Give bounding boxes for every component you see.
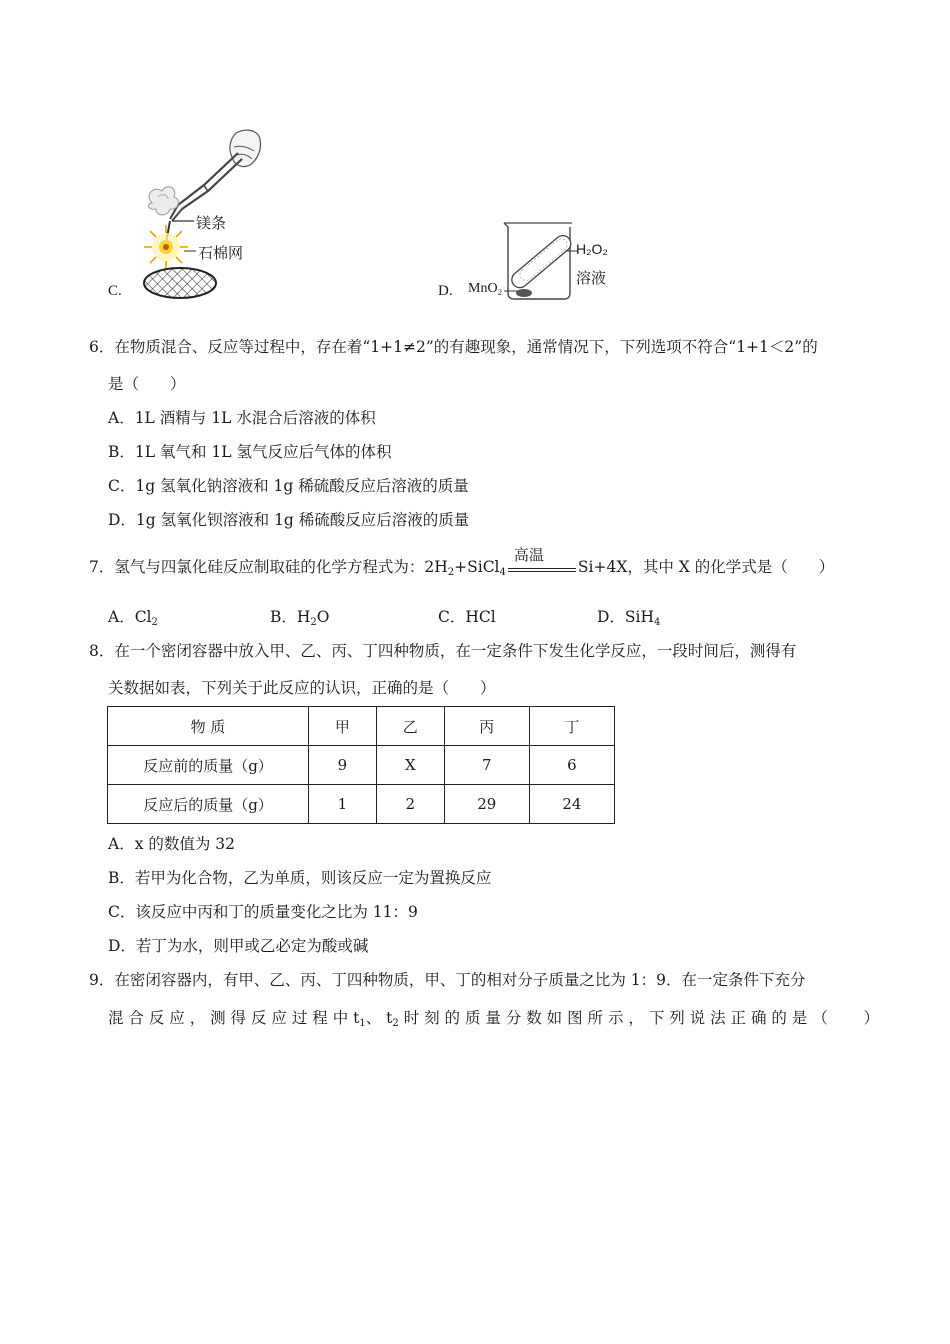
- q9-line2-a: 混 合 反 应 ， 测 得 反 应 过 程 中 t: [108, 1009, 360, 1027]
- mno2-label: MnO₂: [468, 281, 503, 296]
- table-row: [108, 746, 615, 785]
- question-7-option-d: [597, 605, 660, 627]
- mass-data-table: [107, 706, 615, 824]
- q7-mid: +SiCl: [454, 558, 500, 576]
- q7-opt-d-sub: 4: [654, 617, 661, 628]
- question-6-option-d: D．1g 氢氧化钡溶液和 1g 稀硫酸反应后溶液的质量: [108, 511, 470, 529]
- figure-option-c: [108, 125, 278, 305]
- question-6-option-b: B．1L 氧气和 1L 氢气反应后气体的体积: [108, 443, 392, 461]
- question-7-option-b: [270, 605, 330, 627]
- option-d-letter: D.: [438, 283, 453, 299]
- reaction-condition-arrow: [508, 546, 576, 578]
- solution-label: 溶液: [576, 269, 607, 287]
- table-header-cell: 丙: [444, 707, 529, 746]
- question-8-option-a: A．x 的数值为 32: [108, 835, 236, 853]
- table-header-cell: 乙: [376, 707, 444, 746]
- table-cell: 1: [309, 785, 377, 824]
- q7-sub-h: 2: [447, 567, 455, 578]
- question-7-stem: [89, 546, 835, 578]
- magnesium-burning-illustration: [108, 125, 278, 305]
- table-header-cell: 丁: [529, 707, 614, 746]
- q7-opt-a-sub: 2: [151, 617, 158, 628]
- table-cell: 6: [529, 746, 614, 785]
- table-cell: 7: [444, 746, 529, 785]
- table-row: [108, 785, 615, 824]
- table-cell: 24: [529, 785, 614, 824]
- q7-opt-b-tail: O: [316, 608, 330, 626]
- question-7-option-a: [108, 605, 158, 627]
- question-6-line-2: 是（ ）: [108, 375, 186, 393]
- question-8-line-2: 关数据如表，下列关于此反应的认识，正确的是（ ）: [108, 679, 496, 697]
- q7-prefix: 7．氢气与四氯化硅反应制取硅的化学方程式为：2H: [89, 558, 448, 576]
- question-7-option-c: C．HCl: [438, 608, 496, 626]
- option-c-letter: C.: [108, 283, 122, 299]
- q7-opt-d-text: D．SiH: [597, 608, 655, 626]
- reaction-condition: 高温: [513, 546, 544, 564]
- question-6-option-c: C．1g 氢氧化钠溶液和 1g 稀硫酸反应后溶液的质量: [108, 477, 469, 495]
- question-8-option-d: D．若丁为水，则甲或乙必定为酸或碱: [108, 937, 369, 955]
- q7-suffix: Si+4X，其中 X 的化学式是（ ）: [577, 558, 835, 576]
- question-6-option-a: A．1L 酒精与 1L 水混合后溶液的体积: [108, 409, 376, 427]
- question-8-option-c: C．该反应中丙和丁的质量变化之比为 11：9: [108, 903, 418, 921]
- q7-opt-b-text: B．H: [270, 608, 311, 626]
- question-6-line-1: 6．在物质混合、反应等过程中，存在着“1+1≠2”的有趣现象，通常情况下，下列选项不符合“1+1＜2”的: [89, 338, 818, 356]
- q7-opt-b-sub: 2: [310, 617, 317, 628]
- table-cell: X: [376, 746, 444, 785]
- h2o2-label: H₂O₂: [576, 241, 608, 257]
- question-9-line-1: 9．在密闭容器内，有甲、乙、丙、丁四种物质，甲、丁的相对分子质量之比为 1：9．在一定条件下充分: [89, 971, 806, 989]
- q9-line2-b: 、 t: [365, 1009, 393, 1027]
- asbestos-gauze-label: 石棉网: [198, 244, 244, 262]
- question-9-line-2: [108, 1006, 879, 1028]
- table-cell: 29: [444, 785, 529, 824]
- table-cell: 反应后的质量（g）: [108, 785, 309, 824]
- table-header-cell: 物 质: [108, 707, 309, 746]
- q7-sub-cl: 4: [499, 567, 506, 578]
- table-header-cell: 甲: [309, 707, 377, 746]
- table-header-row: [108, 707, 615, 746]
- table-cell: 9: [309, 746, 377, 785]
- table-cell: 2: [376, 785, 444, 824]
- table-cell: 反应前的质量（g）: [108, 746, 309, 785]
- q9-sub-2: 2: [392, 1018, 399, 1029]
- hydrogen-peroxide-beaker-illustration: [438, 215, 628, 305]
- question-8-option-b: B．若甲为化合物，乙为单质，则该反应一定为置换反应: [108, 869, 492, 887]
- q9-sub-1: 1: [359, 1018, 366, 1029]
- figure-option-d: [438, 215, 628, 305]
- q9-line2-c: 时 刻 的 质 量 分 数 如 图 所 示 ， 下 列 说 法 正 确 的 是 （ ）: [398, 1009, 880, 1027]
- question-8-line-1: 8．在一个密闭容器中放入甲、乙、丙、丁四种物质，在一定条件下发生化学反应，一段时间后，测得有: [89, 642, 797, 660]
- magnesium-ribbon-label: 镁条: [196, 214, 227, 232]
- q7-opt-a-text: A．Cl: [108, 608, 152, 626]
